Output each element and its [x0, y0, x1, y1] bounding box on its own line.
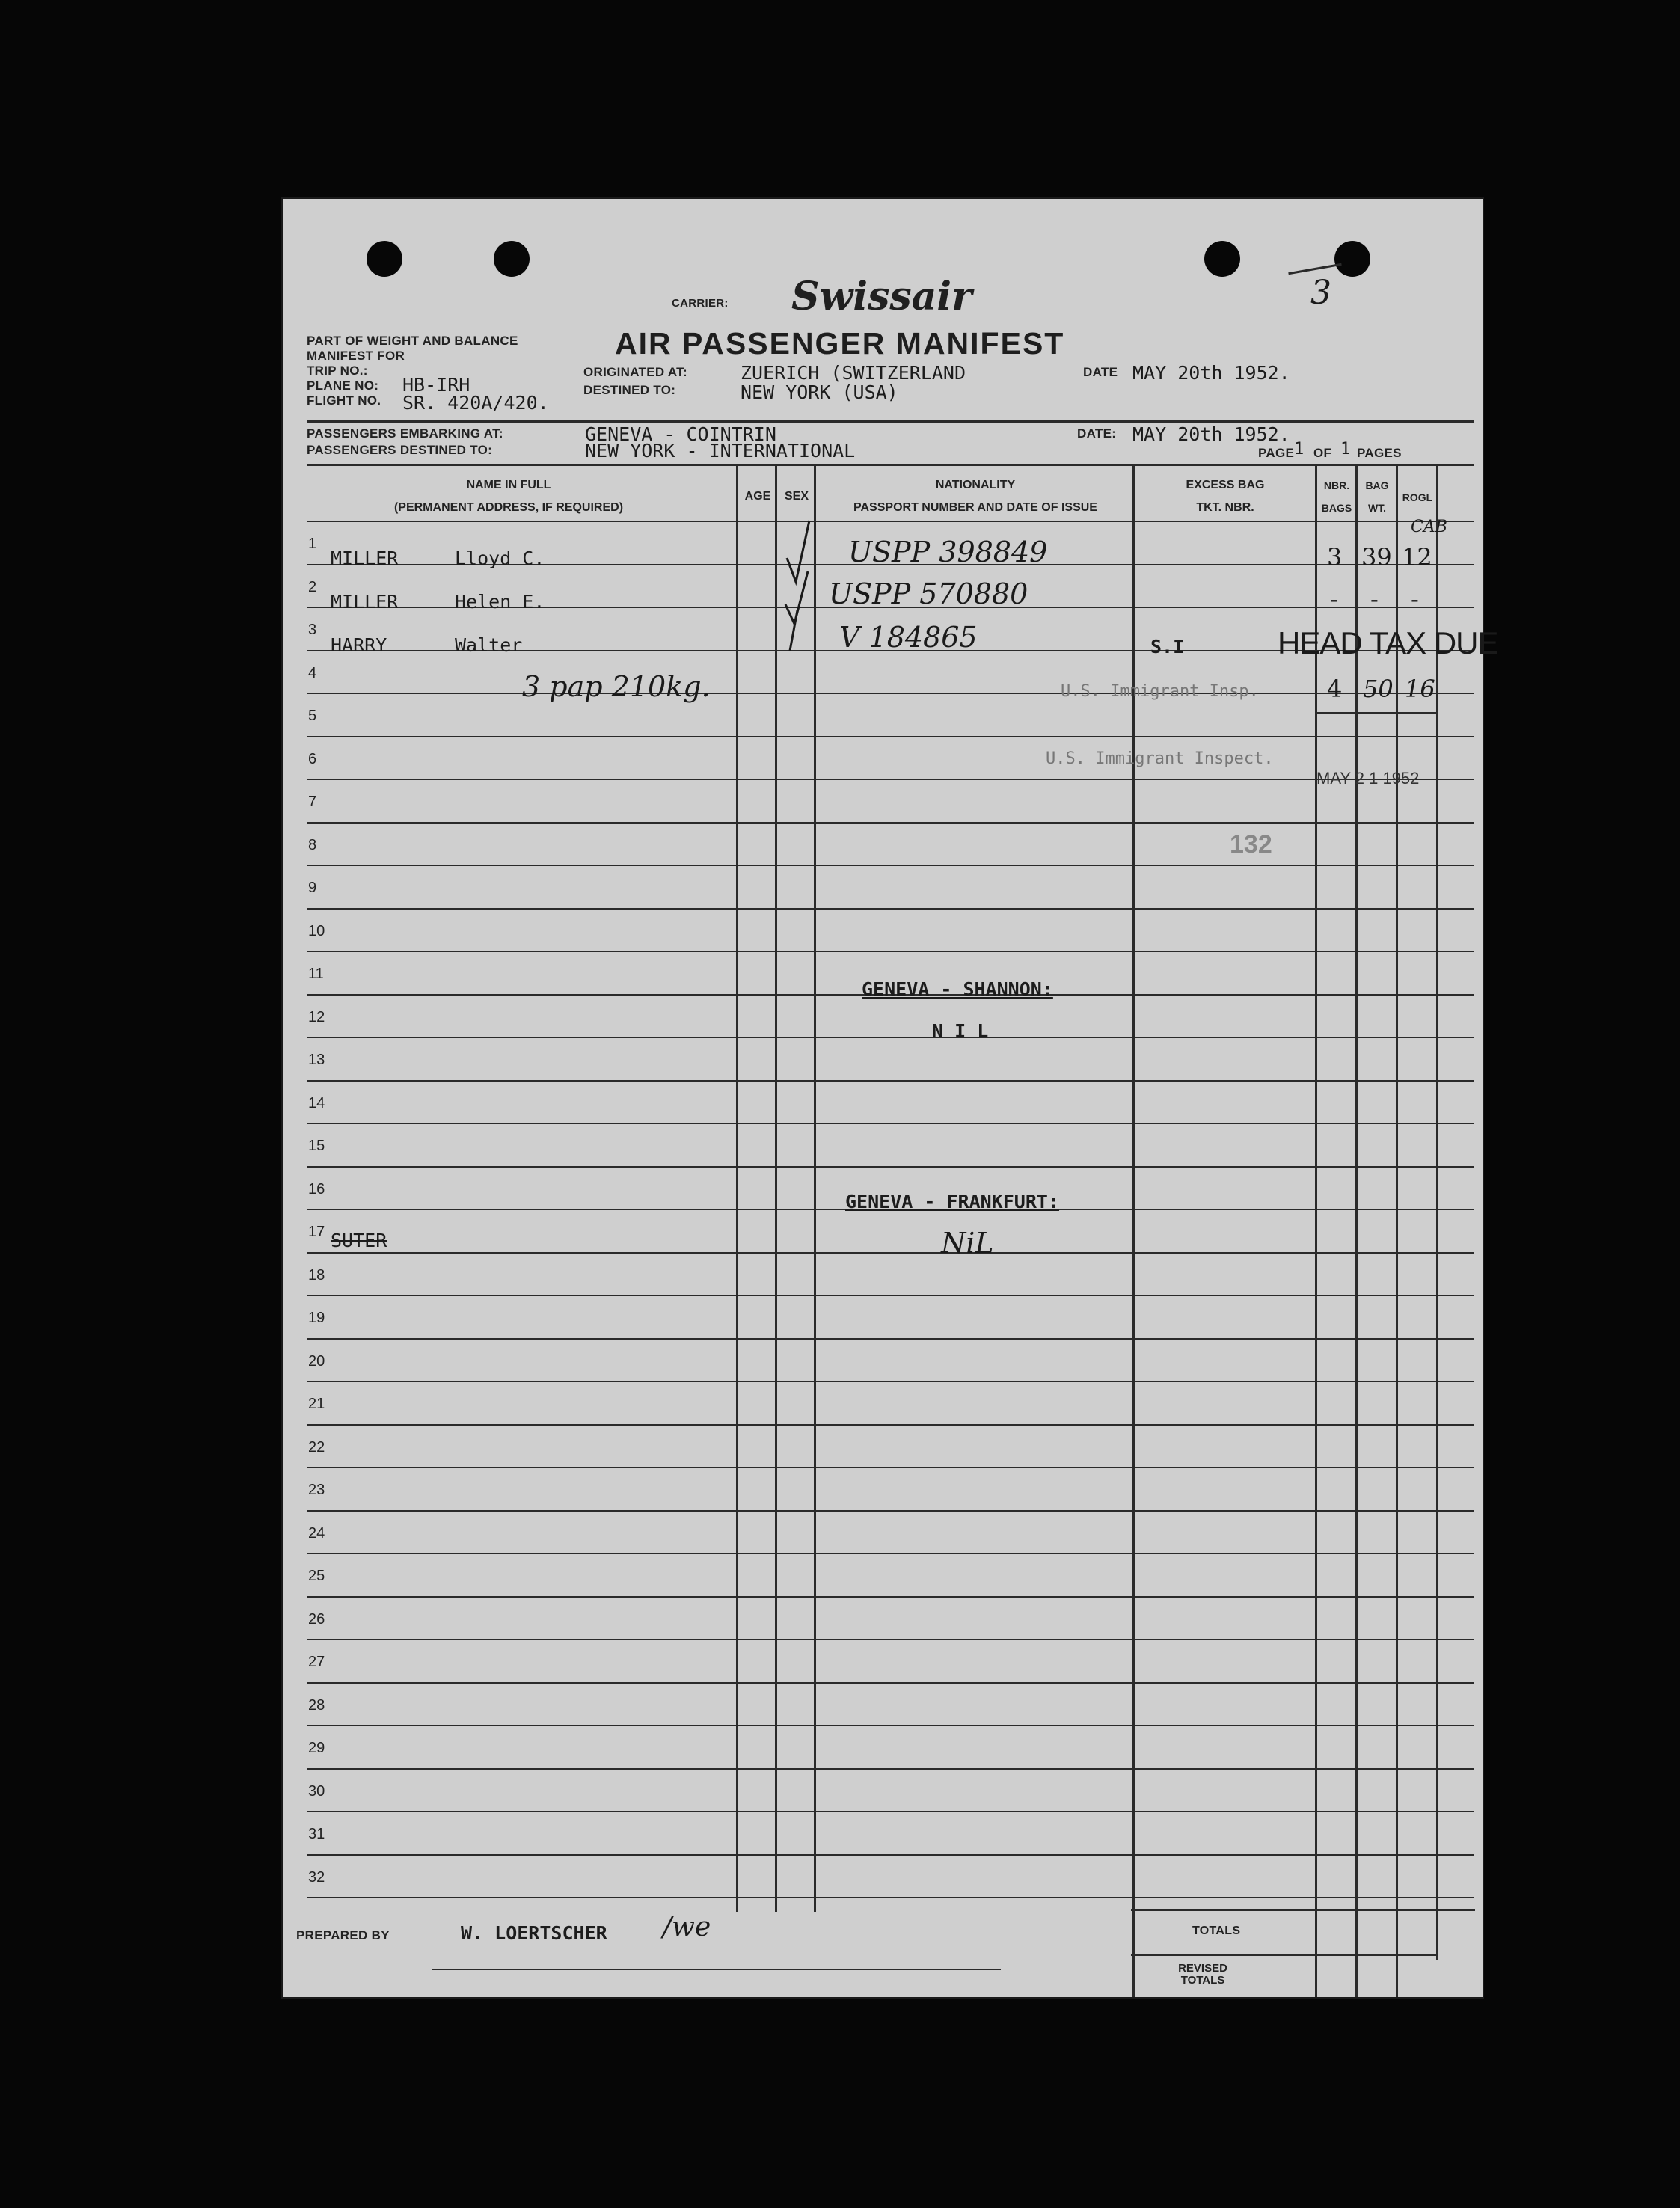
passengers-destined-label: PASSENGERS DESTINED TO: [307, 443, 493, 457]
row-number: 2 [308, 578, 317, 595]
row-line [307, 1467, 1474, 1468]
col-age-header: AGE [744, 490, 771, 503]
row-line [307, 779, 1474, 780]
row-number: 26 [308, 1610, 325, 1628]
row-line [307, 1510, 1474, 1512]
passenger-2-bags: - [1330, 585, 1338, 613]
of-label: OF [1313, 446, 1332, 460]
row-line [307, 1897, 1474, 1898]
passenger-2-weight: - [1370, 585, 1379, 613]
passenger-2-given: Helen E. [455, 591, 545, 613]
carrier-logo: Swissair [791, 274, 972, 319]
header-bottom-rule [307, 521, 1474, 522]
row-line [307, 1252, 1474, 1254]
sheet-number: 3 [1310, 274, 1331, 312]
immigrant-stamp-2: U.S. Immigrant Inspect. [1046, 749, 1274, 768]
row-number: 15 [308, 1138, 325, 1154]
col-line-age [775, 464, 777, 1912]
section-geneva-shannon-title: GENEVA - SHANNON: [862, 978, 1053, 1000]
row-line [307, 736, 1474, 737]
row-line [307, 1166, 1474, 1168]
table-top-rule [307, 464, 1474, 466]
col-name-header: NAME IN FULL (PERMANENT ADDRESS, IF REQUIRED) [393, 479, 624, 514]
row-number: 9 [308, 880, 317, 896]
row-number: 13 [308, 1052, 325, 1068]
pages-label: PAGES [1357, 446, 1402, 460]
weight-note-3: TRIP NO.: [307, 364, 368, 378]
passenger-3-given: Walter [455, 634, 523, 656]
head-tax-due-stamp: HEAD TAX DUE [1278, 625, 1498, 660]
manifest-sheet [283, 199, 1498, 1997]
date-label: DATE [1083, 365, 1118, 379]
row-line [307, 1854, 1474, 1856]
total-weight: 50 [1363, 675, 1394, 703]
row-line [307, 822, 1474, 824]
passenger-2-passport: USPP 570880 [829, 577, 1028, 610]
row17-struck-name: SUTER [331, 1230, 387, 1251]
row-number: 21 [308, 1396, 325, 1412]
stamp-date: MAY 2 1 1952 [1316, 769, 1420, 788]
row-line [307, 951, 1474, 952]
row-line [307, 1768, 1474, 1770]
passenger-1-passport: USPP 398849 [848, 536, 1048, 568]
row-number: 30 [308, 1782, 325, 1800]
embarking-value: GENEVA - COINTRIN [585, 423, 776, 445]
row-number: 24 [308, 1524, 325, 1542]
passengers-destined-value: NEW YORK - INTERNATIONAL [585, 440, 856, 461]
col-line-excess [1315, 464, 1317, 1997]
row-number: 23 [308, 1482, 325, 1498]
destined-label: DESTINED TO: [583, 383, 676, 397]
embarking-label: PASSENGERS EMBARKING AT: [307, 426, 503, 441]
row-number: 17 [308, 1224, 325, 1240]
col-weight-header: BAG WT. [1365, 479, 1389, 514]
row-line [307, 1811, 1474, 1812]
passenger-2-rogl: - [1411, 585, 1419, 613]
prepared-by-value: W. LOERTSCHER [461, 1922, 607, 1944]
passenger-3-surname: HARRY [331, 634, 387, 656]
passenger-1-surname: MILLER [331, 548, 399, 569]
passenger-1-weight: 39 [1361, 543, 1392, 571]
row-line [307, 1080, 1474, 1082]
row-number: 6 [308, 750, 317, 767]
row-line [307, 1338, 1474, 1340]
originated-value: ZUERICH (SWITZERLAND [741, 362, 966, 384]
totals-label: TOTALS [1192, 1925, 1241, 1937]
punch-hole [1334, 241, 1370, 277]
rogl-extra: CAB [1411, 518, 1447, 536]
row-number: 12 [308, 1008, 325, 1025]
row-line [307, 1381, 1474, 1382]
passenger-1-bags: 3 [1327, 543, 1343, 571]
row-number: 27 [308, 1654, 325, 1670]
row-number: 7 [308, 794, 317, 810]
row-line [307, 1553, 1474, 1554]
col-bags-header: NBR. BAGS [1321, 479, 1352, 514]
section-geneva-frankfurt-title: GENEVA - FRANKFURT: [845, 1191, 1059, 1212]
flight-value: SR. 420A/420. [402, 392, 549, 414]
plane-value: HB-IRH [402, 374, 470, 396]
punch-hole [367, 241, 402, 277]
col-rogl-header: ROGL [1402, 491, 1433, 503]
row-number: 32 [308, 1868, 325, 1886]
date2-label: DATE: [1077, 426, 1117, 441]
checkmark-icon [779, 513, 817, 655]
row-number: 19 [308, 1310, 325, 1326]
punch-hole [1204, 241, 1240, 277]
row-number: 16 [308, 1180, 325, 1197]
row-number: 20 [308, 1352, 325, 1370]
originated-label: ORIGINATED AT: [583, 365, 687, 379]
plane-label: PLANE NO: [307, 378, 379, 393]
passenger-1-rogl: 12 [1402, 543, 1432, 571]
section-geneva-shannon-value: N I L [932, 1020, 989, 1042]
row-number: 11 [308, 966, 324, 982]
row-number: 18 [308, 1266, 325, 1284]
immigrant-stamp-1: U.S. Immigrant Insp. [1061, 682, 1259, 701]
row-line [307, 1037, 1474, 1038]
footer-mid-rule [1131, 1954, 1438, 1956]
page-number: 1 [1294, 440, 1305, 459]
sheet-number-stroke [1288, 263, 1341, 275]
revised-totals-label: REVISED TOTALS [1178, 1962, 1227, 1987]
row-line [307, 1596, 1474, 1598]
row-line [307, 1424, 1474, 1426]
row-number: 14 [308, 1094, 325, 1111]
carrier-label: CARRIER: [672, 297, 729, 310]
page-total: 1 [1340, 440, 1351, 459]
stamp-number: 132 [1230, 830, 1272, 859]
date-value: MAY 20th 1952. [1132, 362, 1290, 384]
row-number: 1 [308, 536, 317, 552]
row-line [307, 865, 1474, 866]
page-title: AIR PASSENGER MANIFEST [615, 326, 1065, 361]
row-number: 4 [308, 664, 317, 681]
row-number: 22 [308, 1438, 325, 1456]
col-line-sex [814, 464, 816, 1912]
row-line [307, 1639, 1474, 1640]
passenger-1-given: Lloyd C. [455, 548, 545, 569]
row-line [307, 1295, 1474, 1296]
passenger-total-note: 3 pap 210kg. [522, 670, 711, 703]
header-rule [307, 420, 1474, 423]
row-line [307, 908, 1474, 910]
section-geneva-frankfurt-value: NiL [941, 1227, 994, 1260]
date2-value: MAY 20th 1952. [1132, 423, 1290, 445]
prepared-by-label: PREPARED BY [296, 1928, 390, 1942]
col-line-rogl [1436, 464, 1438, 1960]
col-nationality-header: NATIONALITY PASSPORT NUMBER AND DATE OF ISSUE [853, 479, 1097, 514]
page-label: PAGE [1258, 446, 1295, 460]
weight-note-1: PART OF WEIGHT AND BALANCE [307, 334, 518, 348]
col-line-name [736, 464, 738, 1912]
row-number: 29 [308, 1740, 325, 1756]
weight-note-2: MANIFEST FOR [307, 349, 405, 363]
total-rogl: 16 [1405, 675, 1435, 703]
row-number: 8 [308, 836, 317, 853]
row-line [307, 1725, 1474, 1726]
row-line [307, 1682, 1474, 1684]
prepared-by-initials: /we [663, 1912, 711, 1942]
punch-hole [494, 241, 530, 277]
row-number: 5 [308, 708, 317, 724]
flight-label: FLIGHT NO. [307, 393, 381, 408]
col-line-bags [1355, 464, 1358, 1997]
si-mark: S.I [1150, 636, 1185, 657]
col-excess-header: EXCESS BAG TKT. NBR. [1186, 479, 1265, 514]
total-bags: 4 [1327, 675, 1343, 703]
passenger-2-surname: MILLER [331, 591, 399, 613]
row-number: 31 [308, 1826, 325, 1842]
row-number: 3 [308, 622, 317, 638]
destined-value: NEW YORK (USA) [741, 381, 898, 403]
footer-top-rule [1131, 1909, 1475, 1911]
totals-underline [1316, 712, 1436, 714]
row-number: 28 [308, 1696, 325, 1714]
row-number: 25 [308, 1568, 325, 1584]
row-line [307, 1123, 1474, 1124]
row-line [307, 693, 1474, 694]
col-line-weight [1396, 464, 1398, 1997]
prepared-by-line [432, 1969, 1001, 1970]
row-number: 10 [308, 922, 325, 939]
passenger-3-passport: V 184865 [839, 621, 978, 654]
col-sex-header: SEX [784, 490, 809, 503]
